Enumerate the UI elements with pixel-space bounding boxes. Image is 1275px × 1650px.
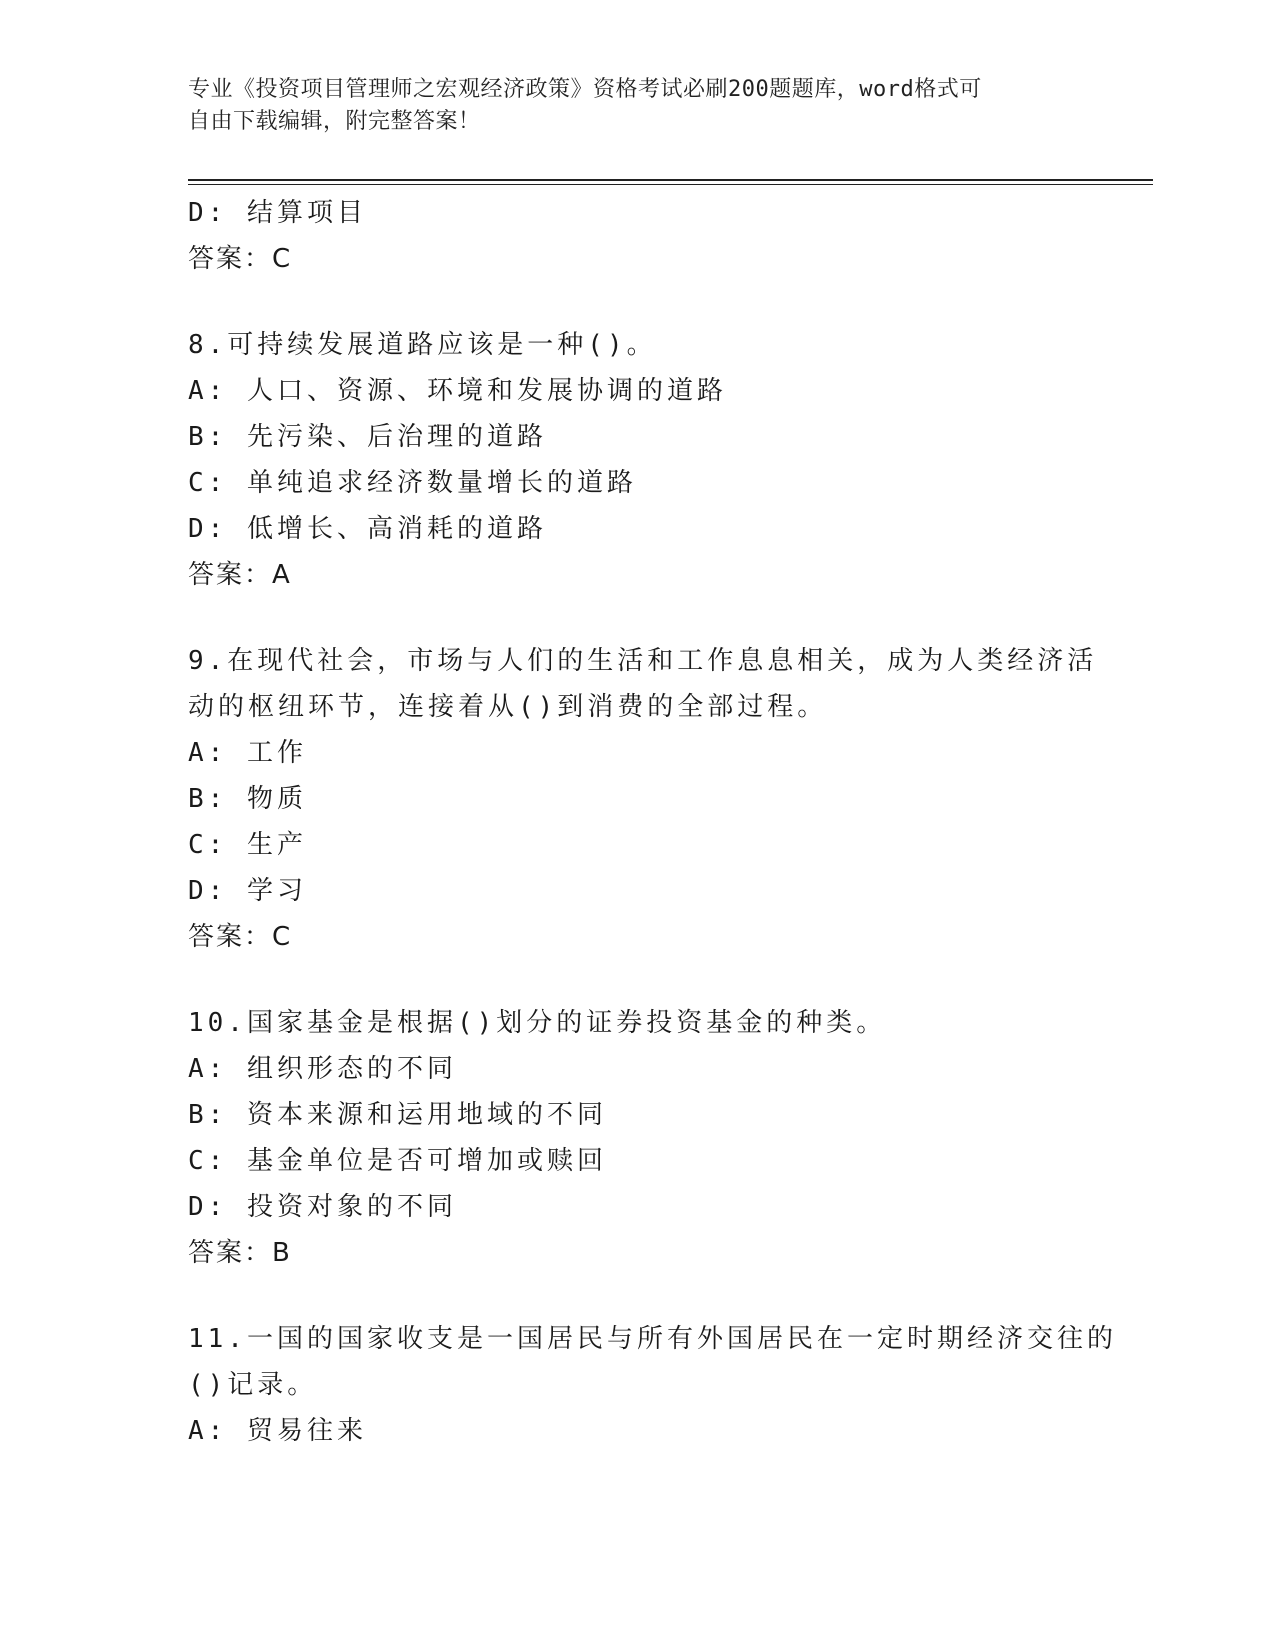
option-d: D: 结算项目 [188, 198, 367, 228]
option-b: B: 资本来源和运用地域的不同 [188, 1100, 607, 1130]
answer-line: 答案：C [188, 244, 293, 274]
option-c: C: 生产 [188, 830, 307, 860]
option-d: D: 低增长、高消耗的道路 [188, 514, 547, 544]
question-11 [188, 1316, 1117, 1454]
question-stem-continued: 动的枢纽环节，连接着从()到消费的全部过程。 [188, 692, 828, 722]
question-stem: 10.国家基金是根据()划分的证券投资基金的种类。 [188, 1008, 887, 1038]
answer-line: 答案：C [188, 922, 293, 952]
question-list [188, 190, 1117, 1454]
question-10 [188, 1000, 1088, 1276]
question-stem-continued: ()记录。 [188, 1370, 318, 1400]
header-line-2: 自由下载编辑，附完整答案！ [188, 109, 481, 134]
question-9 [188, 638, 1098, 960]
question-gap [188, 960, 1088, 1000]
question-stem: 9.在现代社会，市场与人们的生活和工作息息相关，成为人类经济活 [188, 646, 1098, 676]
option-d: D: 投资对象的不同 [188, 1192, 457, 1222]
question-stem: 11.一国的国家收支是一国居民与所有外国居民在一定时期经济交往的 [188, 1324, 1117, 1354]
option-a: A: 人口、资源、环境和发展协调的道路 [188, 376, 727, 406]
question-stem: 8.可持续发展道路应该是一种()。 [188, 330, 657, 360]
option-a: A: 组织形态的不同 [188, 1054, 457, 1084]
question-gap [188, 598, 1088, 638]
option-d: D: 学习 [188, 876, 307, 906]
answer-line: 答案：A [188, 560, 292, 590]
option-b: B: 先污染、后治理的道路 [188, 422, 547, 452]
option-a: A: 工作 [188, 738, 307, 768]
answer-line: 答案：B [188, 1238, 292, 1268]
header-divider-thick [188, 179, 1153, 181]
option-c: C: 单纯追求经济数量增长的道路 [188, 468, 637, 498]
question-8 [188, 322, 1088, 598]
document-header [188, 74, 1068, 138]
header-divider-thin [188, 184, 1153, 185]
option-a: A: 贸易往来 [188, 1416, 367, 1446]
option-b: B: 物质 [188, 784, 307, 814]
question-gap [188, 1276, 1088, 1316]
header-line-1: 专业《投资项目管理师之宏观经济政策》资格考试必刷200题题库，word格式可 [188, 77, 982, 102]
question-gap [188, 282, 1088, 322]
option-c: C: 基金单位是否可增加或赎回 [188, 1146, 607, 1176]
